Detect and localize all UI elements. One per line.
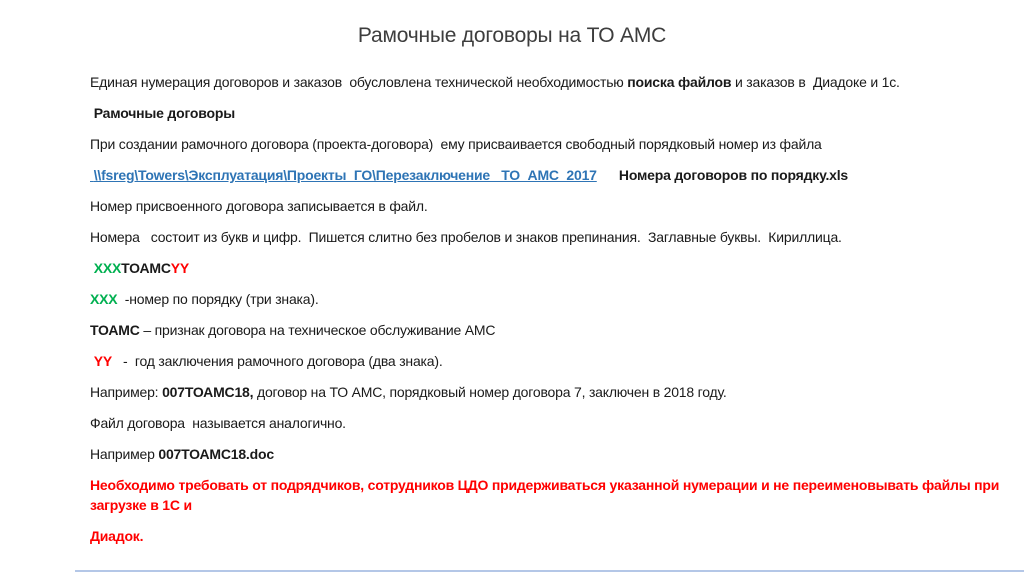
text-line xyxy=(90,351,1004,371)
text-segment: YY xyxy=(170,260,190,276)
slide-body xyxy=(90,72,1004,557)
text-segment: ТОАМС xyxy=(90,322,140,338)
text-line xyxy=(90,103,1004,123)
text-segment: Диадок. xyxy=(90,528,144,544)
text-segment: Необходимо требовать от подрядчиков, сотрудников ЦДО придерживаться указанной нумерации и не переименовывать файлы при загрузке в 1С и xyxy=(90,477,1003,513)
text-segment: - год заключения рамочного договора (два знака). xyxy=(111,353,443,369)
text-line xyxy=(90,444,1004,464)
text-line xyxy=(90,526,1004,546)
text-segment: Рамочные договоры xyxy=(90,105,235,121)
text-segment: Файл договора называется аналогично. xyxy=(90,415,346,431)
text-line xyxy=(90,475,1004,515)
text-segment: и заказов в Диадоке и 1с. xyxy=(731,74,900,90)
text-segment: Например: xyxy=(90,384,163,400)
text-line xyxy=(90,382,1004,402)
text-segment: YY xyxy=(90,353,112,369)
text-segment: 007ТОАМС18, xyxy=(162,384,254,400)
text-line xyxy=(90,134,1004,154)
text-line xyxy=(90,165,1004,185)
text-segment: поиска файлов xyxy=(627,74,732,90)
text-segment: ТОАМС xyxy=(121,260,171,276)
text-segment: Номера договоров по порядку.xls xyxy=(618,167,849,183)
text-segment: -номер по порядку (три знака). xyxy=(117,291,319,307)
text-segment: XXX xyxy=(90,260,122,276)
text-segment: Единая нумерация договоров и заказов обусловлена технической необходимостью xyxy=(90,74,628,90)
text-segment: договор на ТО АМС, порядковый номер договора 7, заключен в 2018 году. xyxy=(253,384,727,400)
text-segment: Например xyxy=(90,446,159,462)
text-segment xyxy=(597,167,619,183)
text-line xyxy=(90,227,1004,247)
text-line xyxy=(90,289,1004,309)
text-line xyxy=(90,320,1004,340)
text-segment: – признак договора на техническое обслуживание АМС xyxy=(139,322,496,338)
text-segment: При создании рамочного договора (проекта-договора) ему присваивается свободный порядковый номер из файла xyxy=(90,136,822,152)
bottom-divider xyxy=(75,570,1024,572)
text-line xyxy=(90,196,1004,216)
text-segment: Номер присвоенного договора записывается в файл. xyxy=(90,198,428,214)
text-line xyxy=(90,72,1004,92)
text-line xyxy=(90,258,1004,278)
file-path-link[interactable]: \\fsreg\Towers\Эксплуатация\Проекты_ГО\Перезаключение _ТО_АМС_2017 xyxy=(90,167,597,183)
text-line xyxy=(90,413,1004,433)
slide-title: Рамочные договоры на ТО АМС xyxy=(357,24,667,47)
text-segment: XXX xyxy=(90,291,118,307)
text-segment: Номера состоит из букв и цифр. Пишется слитно без пробелов и знаков препинания. Заглавные буквы. Кириллица. xyxy=(90,229,842,245)
text-segment: 007ТОАМС18.doc xyxy=(158,446,274,462)
